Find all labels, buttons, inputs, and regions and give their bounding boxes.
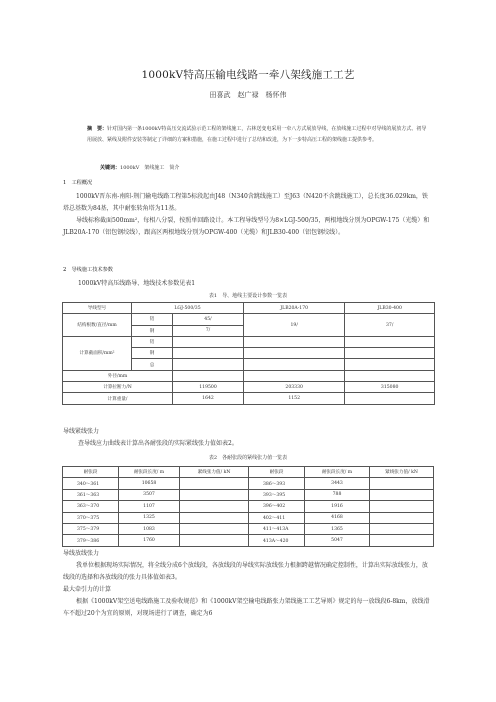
author-list: 田喜武 赵广禄 杨怀伟 — [209, 91, 287, 99]
table-cell — [370, 501, 434, 512]
overview-paragraph-2: 导线标称截面500mm²，每相八分裂，按照单回路设计。本工程导线型号为8×LGJ-500/35，两根地线分别为OPGW-175（光缆）和JLB20A-170（铝包钢绞线），跟高区两根地线分别为OPGW-400（光缆）和JLB30-400（铝包钢绞线）。 — [63, 217, 430, 236]
value-cell: 203330 — [244, 382, 345, 393]
abstract-label: 摘 要： — [87, 126, 108, 132]
row-label: 计算截面积/mm² — [63, 336, 132, 370]
material-cell: 钢 — [132, 348, 173, 359]
table-cell: 413A～420 — [249, 535, 305, 546]
table-cell: 370～375 — [63, 512, 119, 523]
table-header-cell: 紧线张力值/ kN — [180, 467, 249, 478]
table-cell: 375～379 — [63, 523, 119, 534]
table-cell: 411～413A — [249, 523, 305, 534]
overview-paragraph-1: 1000kV晋东南-南阳-荆门输电线路工程第5标段起由J48（N340含跳线施工）至J63（N420不含跳线施工），总长度36.029km，铁塔总基数为84基，其中耐张转角塔为11基。 — [63, 193, 428, 212]
table1-caption: 表1 导、地线主要设计参数一览表 — [208, 293, 288, 299]
material-cell: 铝 — [132, 314, 173, 325]
table-cell: 788 — [305, 489, 370, 500]
table-cell: 340～361 — [63, 478, 119, 489]
table-header-cell: 导线型号 — [63, 303, 132, 314]
conductor-parameters-table — [62, 302, 435, 405]
value-cell: 45/ — [173, 314, 244, 325]
value-cell: 119500 — [173, 382, 244, 393]
table-cell — [370, 535, 434, 546]
table-cell — [370, 489, 434, 500]
paper-title: 1000kV特高压输电线路一牵八架线施工工艺 — [141, 69, 355, 81]
row-label: 结构根数/直径/mm — [63, 314, 132, 337]
max-traction-heading: 最大牵引力的计算 — [63, 586, 112, 593]
value-cell: 315080 — [345, 382, 435, 393]
table-row — [63, 501, 434, 512]
table-cell: 3443 — [305, 478, 370, 489]
material-cell: 钢 — [132, 325, 173, 336]
table-cell: 1325 — [119, 512, 180, 523]
table-cell — [370, 478, 434, 489]
keywords — [100, 164, 179, 171]
release-text: 我单位根据现场实际情况，将全线分成6个放线段，各放线段的导线实际放线张力根据跨越情况确定控制性，计算出实际放线张力，放线段的选择和各放线段的张力具体值如表3。 — [63, 562, 428, 581]
row-label: 计算拉断力/N — [63, 382, 173, 393]
table-header-cell: 紧线张力值/ kN — [370, 467, 434, 478]
tension-text: 查导线应力曲线表计算出各耐张段的实际紧线张力值如表2。 — [78, 440, 238, 447]
table-cell: 1083 — [119, 523, 180, 534]
table-row — [63, 478, 434, 489]
table-row — [63, 512, 434, 523]
table-cell: 379～386 — [63, 535, 119, 546]
value-cell: 37/ — [345, 314, 435, 337]
table-header-cell: LGJ-500/35 — [132, 303, 244, 314]
release-heading: 导线放线张力 — [63, 550, 100, 557]
table-header-cell: 耐张段 — [63, 467, 119, 478]
row-label: 计算重量/ — [63, 393, 173, 404]
abstract-text: 针对国内第一条1000kV特高压交流试验示范工程的架线施工，古林送变电采用一牵八方式展放导线，在放线施工过程中对导线的展放方式、初导用展放、紧线及附件安装等制定了详细的方案和措施，在施工过程中进行了总结和改进，为下一步特高压工程的架线施工提供参考。 — [87, 126, 427, 143]
table-cell: 4168 — [305, 512, 370, 523]
table2-caption: 表2 各耐张段的紧线张力值一览表 — [208, 455, 288, 461]
value-cell — [345, 393, 435, 404]
table-cell: 361～363 — [63, 489, 119, 500]
table-row — [63, 489, 434, 500]
abstract — [87, 124, 431, 146]
params-intro: 1000kV特高压线路导、地线技术参数见表1 — [78, 280, 196, 287]
table-header-cell: 耐张段 — [249, 467, 305, 478]
tension-values-table — [62, 466, 434, 547]
table-cell: 393～395 — [249, 489, 305, 500]
table-cell: 1916 — [305, 501, 370, 512]
table-row — [63, 535, 434, 546]
table-cell: 363～370 — [63, 501, 119, 512]
table-header-cell: 耐张段长度/ m — [305, 467, 370, 478]
value-cell: 1642 — [173, 393, 244, 404]
table-header-cell: JLB30-400 — [345, 303, 435, 314]
keywords-text: 1000kV 架线施工 简介 — [120, 165, 180, 171]
table-cell: 1107 — [119, 501, 180, 512]
table-cell — [180, 512, 249, 523]
table-cell: 1365 — [305, 523, 370, 534]
tension-heading: 导线紧线张力 — [63, 428, 100, 435]
material-cell: 铝 — [132, 336, 173, 347]
table-cell — [180, 535, 249, 546]
table-cell: 5047 — [305, 535, 370, 546]
value-cell: 1152 — [244, 393, 345, 404]
value-cell: 19/ — [244, 314, 345, 337]
table-row — [63, 523, 434, 534]
row-label: 外径/mm — [63, 370, 173, 381]
material-cell: 总 — [132, 359, 173, 370]
max-traction-text: 根据《1000kV架空送电线路施工及验收规范》和《1000kV架空输电线路张力架线施工工艺导则》规定的每一放线段6-8km，放线滑车不超过20个为宜的原则，对现场进行了调查，确定为6 — [63, 598, 430, 617]
keywords-label: 关键词： — [100, 165, 121, 171]
value-cell: 7/ — [173, 325, 244, 336]
table-cell — [180, 523, 249, 534]
section-heading-overview: 1 工程概况 — [63, 180, 93, 186]
table-cell: 386～393 — [249, 478, 305, 489]
table-cell: 402～411 — [249, 512, 305, 523]
table-cell — [180, 501, 249, 512]
table-cell — [180, 478, 249, 489]
table-cell: 10658 — [119, 478, 180, 489]
table-cell — [370, 512, 434, 523]
table-header-cell: JLB20A-170 — [244, 303, 345, 314]
table-cell — [180, 489, 249, 500]
section-heading-params: 2 导线施工技术参数 — [63, 267, 113, 273]
table-header-cell: 耐张段长度/ m — [119, 467, 180, 478]
table-cell: 396～402 — [249, 501, 305, 512]
table-cell: 3507 — [119, 489, 180, 500]
table-cell — [370, 523, 434, 534]
table-cell: 1760 — [119, 535, 180, 546]
